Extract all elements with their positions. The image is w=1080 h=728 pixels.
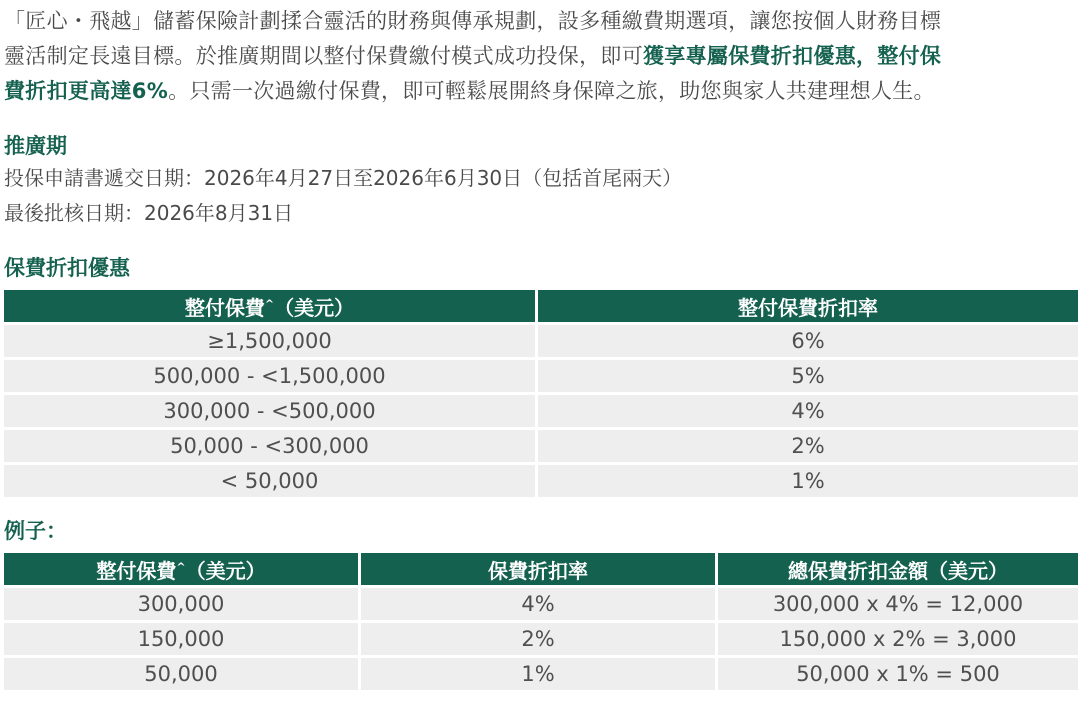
premium-cell: 500,000 - <1,500,000 [4,360,535,392]
promo-period-details [4,161,1078,231]
total-cell: 300,000 x 4% = 12,000 [718,588,1078,620]
premium-cell: 300,000 [4,588,358,620]
example-col-rate: 保費折扣率 [361,553,715,585]
rate-cell: 2% [538,430,1078,462]
rate-cell: 4% [361,588,715,620]
example-col-premium [4,553,358,585]
discount-table-header [4,290,1078,322]
rate-cell: 1% [538,465,1078,497]
discount-table [1,287,1080,500]
discount-col-premium-unit: （美元） [274,295,355,320]
premium-cell: 50,000 [4,658,358,690]
example-col-total: 總保費折扣金額（美元） [718,553,1078,585]
total-cell: 50,000 x 1% = 500 [718,658,1078,690]
premium-cell: 150,000 [4,623,358,655]
premium-cell: ≥1,500,000 [4,325,535,357]
premium-cell: < 50,000 [4,465,535,497]
table-row [4,658,1078,690]
example-col-premium-label: 整付保費 [96,558,177,583]
caret-note: ^ [264,296,275,310]
rate-cell: 6% [538,325,1078,357]
table-row [4,430,1078,462]
table-row [4,465,1078,497]
total-cell: 150,000 x 2% = 3,000 [718,623,1078,655]
intro-text-2: 。只需一次過繳付保費，即可輕鬆展開終身保障之旅，助您與家人共建理想人生。 [168,79,935,103]
example-table [1,550,1080,693]
rate-cell: 1% [361,658,715,690]
rate-cell: 2% [361,623,715,655]
discount-col-premium-label: 整付保費 [184,295,265,320]
submission-date-line: 投保申請書遞交日期：2026年4月27日至2026年6月30日（包括首尾兩天） [4,166,683,190]
table-row [4,360,1078,392]
promo-content [4,0,1078,693]
caret-note: ^ [176,559,186,573]
table-row [4,588,1078,620]
example-col-premium-unit: （美元） [185,558,266,583]
example-heading: 例子： [4,519,67,543]
intro-text-1: 「匠心・飛越」儲蓄保險計劃揉合靈活的財務與傳承規劃，設多種繳費期選項，讓您按個人財務目標靈活制定長遠目標。於推廣期間以整付保費繳付模式成功投保，即可 [4,9,942,68]
table-row [4,395,1078,427]
table-row [4,623,1078,655]
rate-cell: 4% [538,395,1078,427]
premium-cell: 300,000 - <500,000 [4,395,535,427]
rate-cell: 5% [538,360,1078,392]
discount-heading: 保費折扣優惠 [4,256,130,280]
example-table-header [4,553,1078,585]
discount-col-premium [4,290,535,322]
table-row [4,325,1078,357]
promo-period-heading: 推廣期 [4,134,67,158]
premium-cell: 50,000 - <300,000 [4,430,535,462]
intro-highlight: 獲享專屬保費折扣優惠，整付保費折扣更高達6% [4,44,942,103]
discount-col-rate: 整付保費折扣率 [538,290,1078,322]
intro-paragraph [4,4,944,109]
approval-date-line: 最後批核日期：2026年8月31日 [4,201,294,225]
